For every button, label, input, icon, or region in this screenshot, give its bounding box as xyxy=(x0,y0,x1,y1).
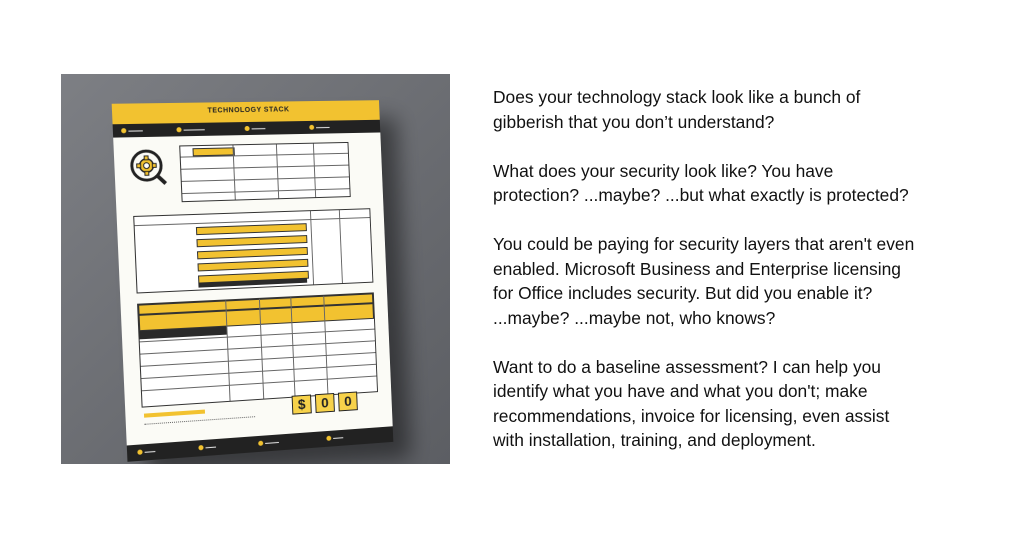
total-digit: 0 xyxy=(315,393,335,413)
document-footer-bar xyxy=(127,426,394,462)
nav-dot: ▬▬▬▬ xyxy=(309,125,329,130)
footer-dot: ▬▬▬▬ xyxy=(258,439,279,445)
document-title: TECHNOLOGY STACK xyxy=(207,106,290,115)
footnote-bar xyxy=(144,410,205,418)
nav-dot: ▬▬▬▬ xyxy=(245,126,266,131)
footer-dot: ▬▬▬ xyxy=(137,449,155,455)
table-cell xyxy=(196,223,307,235)
cost-table xyxy=(137,292,378,407)
paragraph-security: What does your security look like? You have protection? ...maybe? ...but what exactly is protected? xyxy=(493,160,909,205)
summary-table xyxy=(179,142,351,202)
paragraph-licensing: You could be paying for security layers that aren't even enabled. Microsoft Business and Enterprise licensing for Office includes security. But did you enable it? ...maybe? ...maybe not, who knows? xyxy=(493,234,915,328)
signature-line xyxy=(144,416,255,426)
paragraph-assessment: Want to do a baseline assessment? I can help you identify what you have and what you don't; make recommendations, invoice for licensing, even assist with installation, training, and deployment. xyxy=(493,356,890,450)
gear-with-magnifier-icon xyxy=(128,148,169,188)
technology-stack-illustration xyxy=(61,74,450,464)
footer-dot: ▬▬▬ xyxy=(326,435,343,441)
document-mockup xyxy=(112,100,394,462)
paragraph-tech-stack: Does your technology stack look like a bunch of gibberish that you don’t understand? xyxy=(493,87,861,132)
table-cell xyxy=(197,259,308,272)
table-cell xyxy=(197,247,308,259)
nav-dot: ▬▬▬▬ xyxy=(121,128,143,134)
licensing-table xyxy=(133,208,373,293)
footer-dot: ▬▬▬ xyxy=(198,444,216,450)
total-digit: $ xyxy=(292,395,312,415)
table-cell xyxy=(196,235,307,247)
nav-dot: ▬▬▬▬▬▬ xyxy=(176,127,204,133)
total-digit: 0 xyxy=(338,391,358,411)
body-text xyxy=(493,85,963,477)
